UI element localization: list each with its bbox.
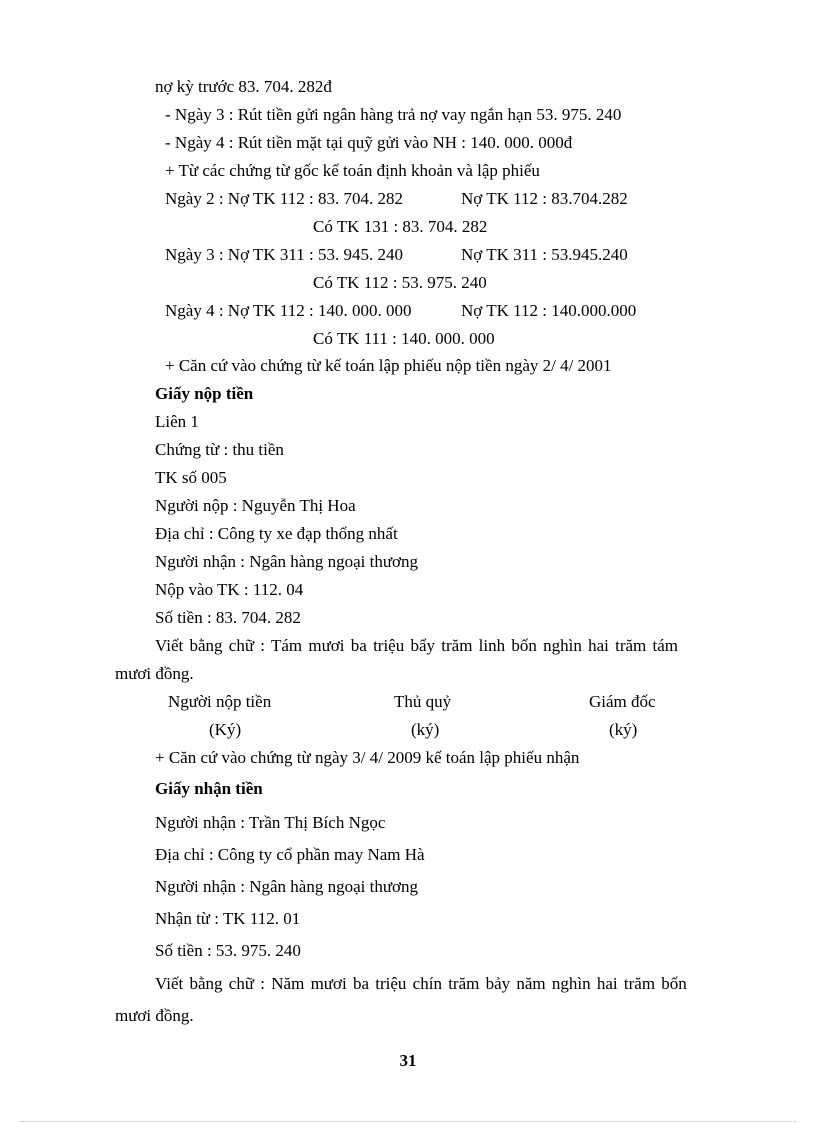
deposit-slip-title: Giấy nộp tiền [155,384,254,403]
receipt-amount-words: Viết bằng chữ : Năm mươi ba triệu chín trăm bảy năm nghìn hai trăm bốn [155,974,687,993]
deposit-amount-words-cont: mươi đồng. [115,664,194,683]
journal-entry-debit: Ngày 3 : Nợ TK 311 : 53. 945. 240 [165,245,404,264]
receipt-address: Địa chỉ : Công ty cổ phần may Nam Hà [155,845,425,864]
deposit-lien: Liên 1 [155,412,199,431]
text-line: + Căn cứ vào chứng từ kế toán lập phiếu nộp tiền ngày 2/ 4/ 2001 [165,356,612,375]
page-number: 31 [399,1051,417,1070]
deposit-receiver: Người nhận : Ngân hàng ngoại thương [155,552,419,571]
text-line: - Ngày 3 : Rút tiền gửi ngân hàng trả nợ vay ngắn hạn 53. 975. 240 [165,105,622,124]
deposit-tk-so: TK số 005 [155,468,227,487]
journal-entry-debit: Ngày 4 : Nợ TK 112 : 140. 000. 000 [165,301,412,320]
receipt-receiver-person: Người nhận : Trần Thị Bích Ngọc [155,813,386,832]
text-line: + Từ các chứng từ gốc kế toán định khoản và lập phiếu [165,161,540,180]
deposit-amount-words: Viết bằng chữ : Tám mươi ba triệu bẩy trăm linh bốn nghìn hai trăm tám [155,636,678,655]
journal-entry-debit-total: Nợ TK 311 : 53.945.240 [461,245,628,264]
signature-title-director: Giám đốc [589,692,656,711]
journal-entry-credit: Có TK 111 : 140. 000. 000 [313,329,495,348]
deposit-account: Nộp vào TK : 112. 04 [155,580,304,599]
deposit-payer: Người nộp : Nguyễn Thị Hoa [155,496,356,515]
receipt-intro: + Căn cứ vào chứng từ ngày 3/ 4/ 2009 kế toán lập phiếu nhận [155,748,580,767]
deposit-chung-tu: Chứng từ : thu tiền [155,440,284,459]
page-bottom-divider [20,1121,796,1122]
receipt-amount-words-cont: mươi đồng. [115,1006,194,1025]
receipt-receiver-bank: Người nhận : Ngân hàng ngoại thương [155,877,419,896]
journal-entry-debit-total: Nợ TK 112 : 83.704.282 [461,189,628,208]
journal-entry-credit: Có TK 131 : 83. 704. 282 [313,217,488,236]
text-line: nợ kỳ trước 83. 704. 282đ [155,77,332,96]
journal-entry-debit: Ngày 2 : Nợ TK 112 : 83. 704. 282 [165,189,404,208]
receipt-amount: Số tiền : 53. 975. 240 [155,941,301,960]
signature-title-payer: Người nộp tiền [168,692,272,711]
receipt-from-account: Nhận từ : TK 112. 01 [155,909,301,928]
deposit-address: Địa chỉ : Công ty xe đạp thống nhất [155,524,398,543]
signature-note-treasurer: (ký) [411,720,440,739]
journal-entry-debit-total: Nợ TK 112 : 140.000.000 [461,301,637,320]
signature-title-treasurer: Thủ quỷ [394,692,452,711]
receipt-slip-title: Giấy nhận tiền [155,779,263,798]
text-line: - Ngày 4 : Rút tiền mặt tại quỹ gửi vào NH : 140. 000. 000đ [165,133,573,152]
signature-note-director: (ký) [609,720,638,739]
deposit-amount: Số tiền : 83. 704. 282 [155,608,301,627]
journal-entry-credit: Có TK 112 : 53. 975. 240 [313,273,487,292]
signature-note-payer: (Ký) [209,720,242,739]
